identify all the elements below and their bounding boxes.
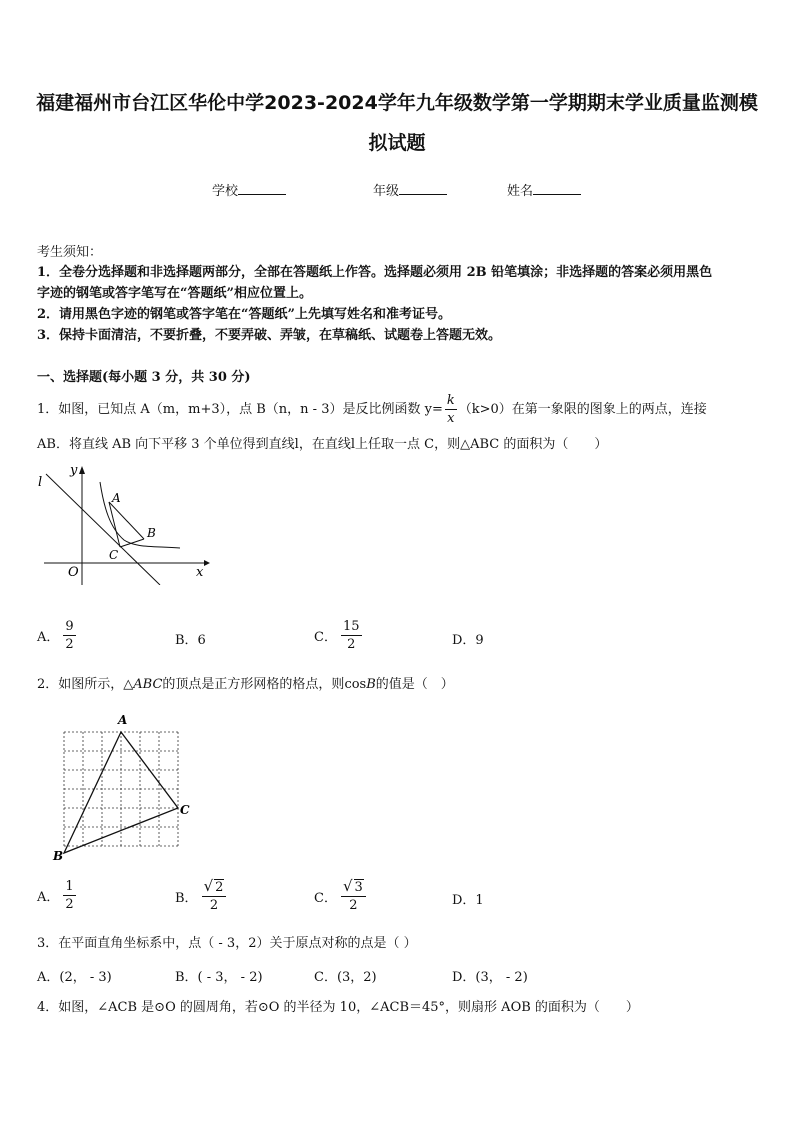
q1-text-pre: 1．如图，已知点 A（m，m+3），点 B（n，n - 3）是反比例函数 y=: [37, 401, 443, 417]
exam-title-line2: 拟试题: [368, 132, 426, 154]
q2-question: [37, 675, 762, 695]
q1-option-c-frac: [341, 618, 362, 653]
q2-text-mid: 的顶点是正方形网格的格点，则: [162, 677, 345, 692]
q4-question: 4．如图，∠ACB 是⊙O 的圆周角，若⊙O 的半径为 10，∠ACB＝45°，则扇形 AOB 的面积为（ ）: [37, 1000, 639, 1015]
q2-option-a[interactable]: [37, 878, 76, 913]
q1-label-x: x: [196, 565, 204, 580]
q3-option-c[interactable]: C．(3，2): [314, 970, 377, 985]
q2-text-b: B: [366, 677, 376, 692]
q3-option-b[interactable]: B．( - 3， - 2): [175, 970, 263, 985]
q2-option-a-frac: [63, 878, 75, 913]
q1-line1: [37, 392, 762, 427]
q1-option-a[interactable]: [37, 618, 76, 653]
q2-option-c-label: C．: [314, 890, 337, 906]
name-label: 姓名: [507, 184, 534, 199]
q1-fraction: [445, 392, 457, 427]
q2-text-pre: 2．如图所示，△: [37, 677, 134, 692]
q3-question: 3．在平面直角坐标系中，点（ - 3，2）关于原点对称的点是（ ）: [37, 936, 417, 951]
q1-segment-ab: [109, 502, 144, 539]
notice-item1b: 字迹的钢笔或答字笔写在“答题纸”相应位置上。: [37, 286, 312, 301]
grade-field: [373, 180, 447, 199]
q2-text-var: ABC: [133, 677, 163, 692]
q3-option-a[interactable]: A．(2， - 3): [37, 970, 112, 985]
q2-option-b-numerator: [202, 878, 227, 897]
q1-x-arrow: [204, 560, 210, 566]
q2-option-a-num: 1: [65, 879, 74, 894]
q2-text-cos: cos: [344, 677, 367, 692]
q1-text-post: （k>0）在第一象限的图象上的两点，连接: [458, 401, 707, 417]
q1-label-y: y: [70, 463, 78, 478]
notice-heading: 考生须知：: [37, 245, 103, 260]
q1-option-c[interactable]: [314, 618, 362, 653]
q2-option-b-label: B．: [175, 890, 198, 906]
q1-label-l: l: [38, 475, 43, 490]
q1-line-l: [46, 474, 160, 585]
q2-option-c[interactable]: [314, 878, 366, 914]
q1-label-o: O: [68, 565, 79, 580]
q3-option-d[interactable]: D．(3， - 2): [452, 970, 528, 985]
q1-option-a-den: 2: [65, 637, 74, 652]
q2-figure: [50, 712, 195, 862]
q1-label-b: B: [147, 526, 156, 540]
q2-option-c-den: 2: [349, 898, 358, 913]
q1-option-b[interactable]: B．6: [175, 633, 206, 648]
q2-label-c: C: [180, 803, 190, 817]
school-label: 学校: [212, 184, 239, 199]
q2-option-c-num: 3: [354, 880, 363, 895]
q1-option-c-label: C．: [314, 630, 337, 645]
q2-text-post: 的值是（ ）: [375, 677, 454, 692]
q1-option-d[interactable]: D．9: [452, 633, 484, 648]
q1-label-c: C: [109, 548, 119, 562]
q2-option-c-frac: [341, 878, 366, 914]
q2-option-b-frac: [202, 878, 227, 914]
q2-option-c-radical: √: [342, 877, 353, 895]
school-blank: [238, 182, 286, 195]
q1-option-a-label: A．: [37, 630, 60, 645]
school-field: [212, 180, 286, 199]
grade-blank: [399, 182, 447, 195]
q1-frac-num: k: [446, 393, 455, 408]
exam-title-line1: 福建福州市台江区华伦中学2023-2024学年九年级数学第一学期期末学业质量监测模: [36, 92, 758, 114]
grade-label: 年级: [373, 184, 400, 199]
q2-grid: [64, 732, 178, 846]
section-heading: 一、选择题(每小题 3 分，共 30 分): [37, 370, 251, 385]
q2-option-a-den: 2: [65, 897, 74, 912]
q2-label-a: A: [118, 713, 128, 727]
q1-line2: AB．将直线 AB 向下平移 3 个单位得到直线l，在直线l上任取一点 C，则△ABC 的面积为（ ）: [37, 437, 608, 452]
q2-option-b-radical: √: [203, 877, 214, 895]
q1-frac-den: x: [447, 411, 455, 426]
q2-option-b-den: 2: [209, 898, 219, 913]
q1-figure: [32, 460, 212, 585]
q2-option-a-label: A．: [37, 890, 60, 905]
q1-option-c-num: 15: [342, 619, 360, 634]
name-blank: [533, 182, 581, 195]
q1-option-a-num: 9: [65, 619, 74, 634]
q2-option-b[interactable]: [175, 878, 226, 914]
q2-option-b-num: 2: [215, 880, 224, 895]
q1-y-arrow: [79, 466, 85, 474]
notice-item3: 3．保持卡面清洁，不要折叠，不要弄破、弄皱，在草稿纸、试题卷上答题无效。: [37, 328, 502, 343]
q1-option-a-frac: [63, 618, 75, 653]
name-field: [507, 180, 581, 199]
notice-item1a: 1．全卷分选择题和非选择题两部分，全部在答题纸上作答。选择题必须用 2B 铅笔填涂；非选择题的答案必须用黑色: [37, 265, 713, 280]
q2-label-b: B: [53, 849, 64, 862]
q2-option-d[interactable]: D．1: [452, 893, 484, 908]
q1-label-a: A: [112, 491, 121, 505]
q1-option-c-den: 2: [347, 637, 356, 652]
q2-option-c-numerator: [341, 878, 366, 897]
notice-item2: 2．请用黑色字迹的钢笔或答字笔在“答题纸”上先填写姓名和准考证号。: [37, 307, 452, 322]
